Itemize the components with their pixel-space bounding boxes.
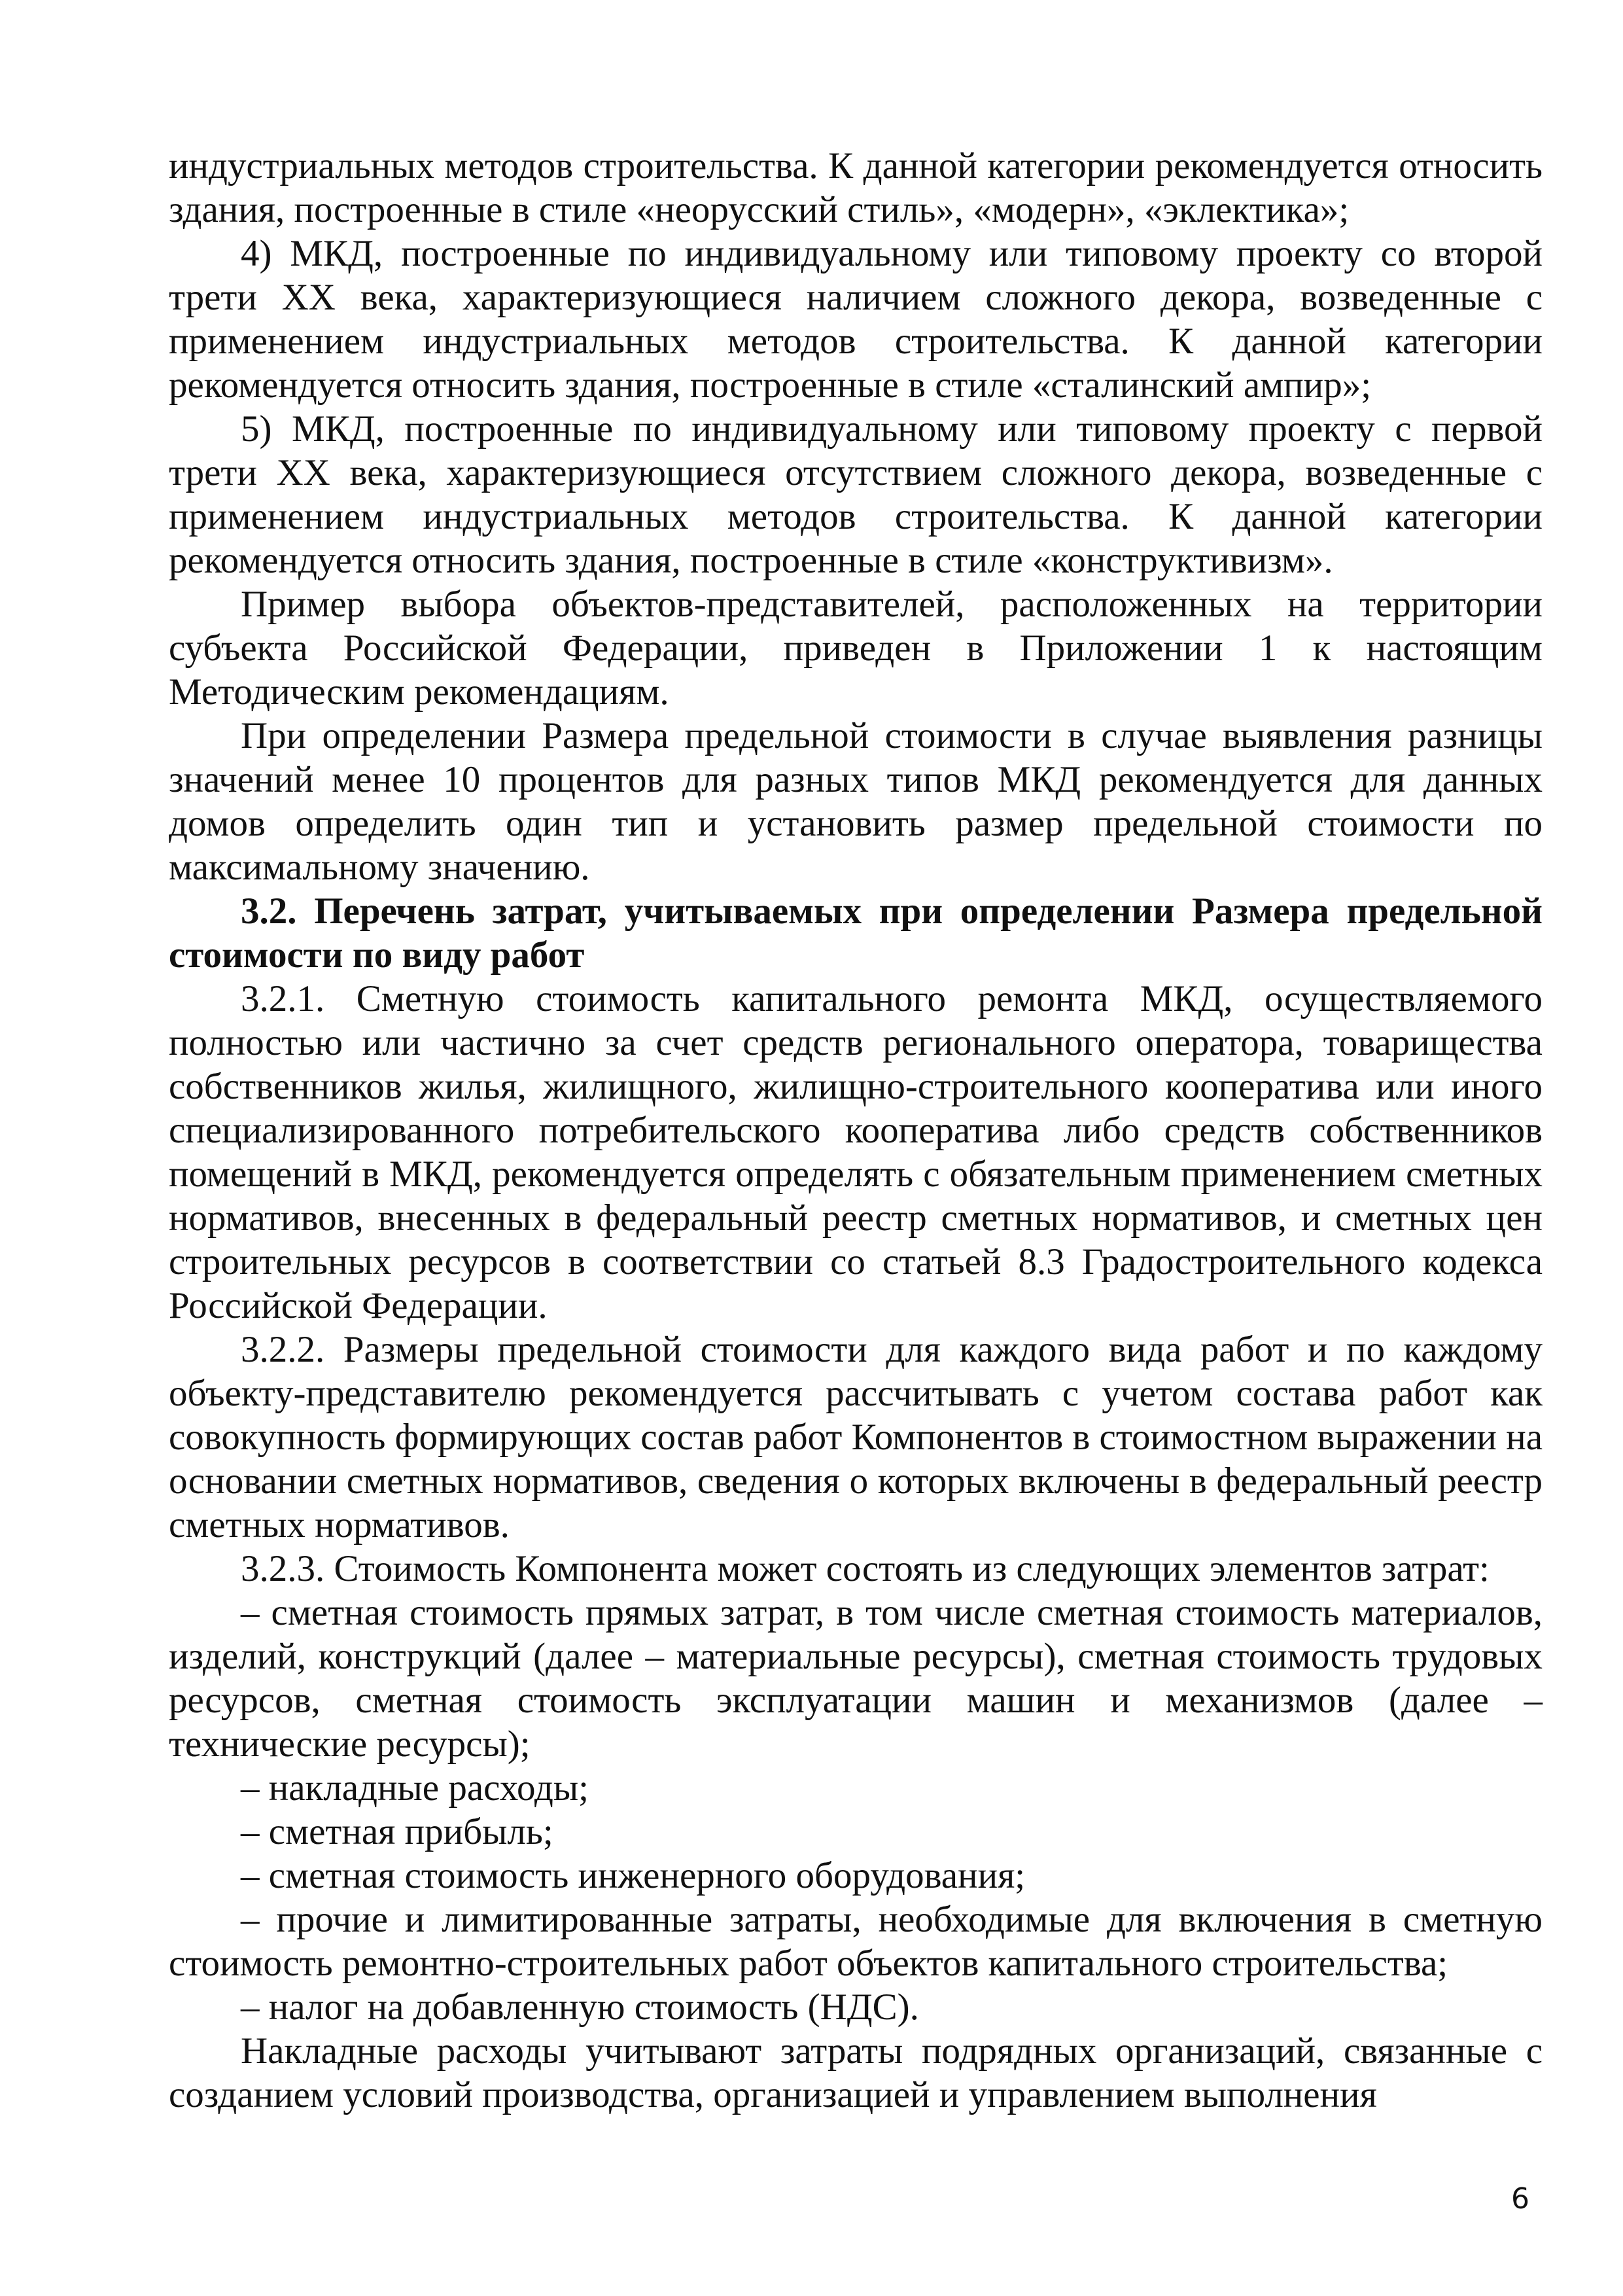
- list-item-5: 5) МКД, построенные по индивидуальному или типовому проекту с первой трети XX века, характеризующиеся отсутствием сложного декора, возведенные с применением индустриальных методов строительства. К данной категории рекомендуется относить здания, построенные в стиле «конструктивизм».: [169, 408, 1543, 581]
- section-heading-3-2: 3.2. Перечень затрат, учитываемых при определении Размера предельной стоимости по виду работ: [169, 891, 1543, 976]
- cost-item-overhead: – накладные расходы;: [241, 1767, 589, 1809]
- cost-item-equipment: – сметная стоимость инженерного оборудования;: [241, 1855, 1026, 1896]
- clause-3-2-2: 3.2.2. Размеры предельной стоимости для каждого вида работ и по каждому объекту-представителю рекомендуется рассчитывать с учетом состава работ как совокупность формирующих состав работ Компонентов в стоимостном выражении на основании сметных нормативов, сведения о которых включены в федеральный реестр сметных нормативов.: [169, 1329, 1543, 1545]
- cost-item-vat: – налог на добавленную стоимость (НДС).: [241, 1987, 919, 2028]
- list-item-4: 4) МКД, построенные по индивидуальному или типовому проекту со второй трети XX века, характеризующиеся наличием сложного декора, возведенные с применением индустриальных методов строительства. К данной категории рекомендуется относить здания, построенные в стиле «сталинский ампир»;: [169, 233, 1543, 406]
- cost-item-profit: – сметная прибыль;: [241, 1811, 553, 1852]
- paragraph-example: Пример выбора объектов-представителей, расположенных на территории субъекта Российской Федерации, приведен в Приложении 1 к настоящим Методическим рекомендациям.: [169, 584, 1543, 713]
- cost-item-direct: – сметная стоимость прямых затрат, в том числе сметная стоимость материалов, изделий, конструкций (далее – материальные ресурсы), сметная стоимость трудовых ресурсов, сметная стоимость эксплуатации машин и механизмов (далее – технические ресурсы);: [169, 1592, 1543, 1765]
- paragraph-overhead: Накладные расходы учитывают затраты подрядных организаций, связанные с созданием условий производства, организацией и управлением выполнения: [169, 2030, 1543, 2115]
- cost-item-other: – прочие и лимитированные затраты, необходимые для включения в сметную стоимость ремонтно-строительных работ объектов капитального строительства;: [169, 1899, 1543, 1984]
- page-number: 6: [1511, 2182, 1529, 2216]
- clause-3-2-1: 3.2.1. Сметную стоимость капитального ремонта МКД, осуществляемого полностью или частично за счет средств регионального оператора, товарищества собственников жилья, жилищного, жилищно-строительного кооператива или иного специализированного потребительского кооператива либо средств собственников помещений в МКД, рекомендуется определять с обязательным применением сметных нормативов, внесенных в федеральный реестр сметных нормативов, и сметных цен строительных ресурсов в соответствии со статьей 8.3 Градостроительного кодекса Российской Федерации.: [169, 978, 1543, 1326]
- paragraph-continuation: индустриальных методов строительства. К данной категории рекомендуется относить здания, построенные в стиле «неорусский стиль», «модерн», «эклектика»;: [169, 145, 1543, 230]
- document-page: [169, 144, 1543, 2117]
- clause-3-2-3: 3.2.3. Стоимость Компонента может состоять из следующих элементов затрат:: [241, 1548, 1490, 1589]
- paragraph-max-value: При определении Размера предельной стоимости в случае выявления разницы значений менее 10 процентов для разных типов МКД рекомендуется для данных домов определить один тип и установить размер предельной стоимости по максимальному значению.: [169, 715, 1543, 888]
